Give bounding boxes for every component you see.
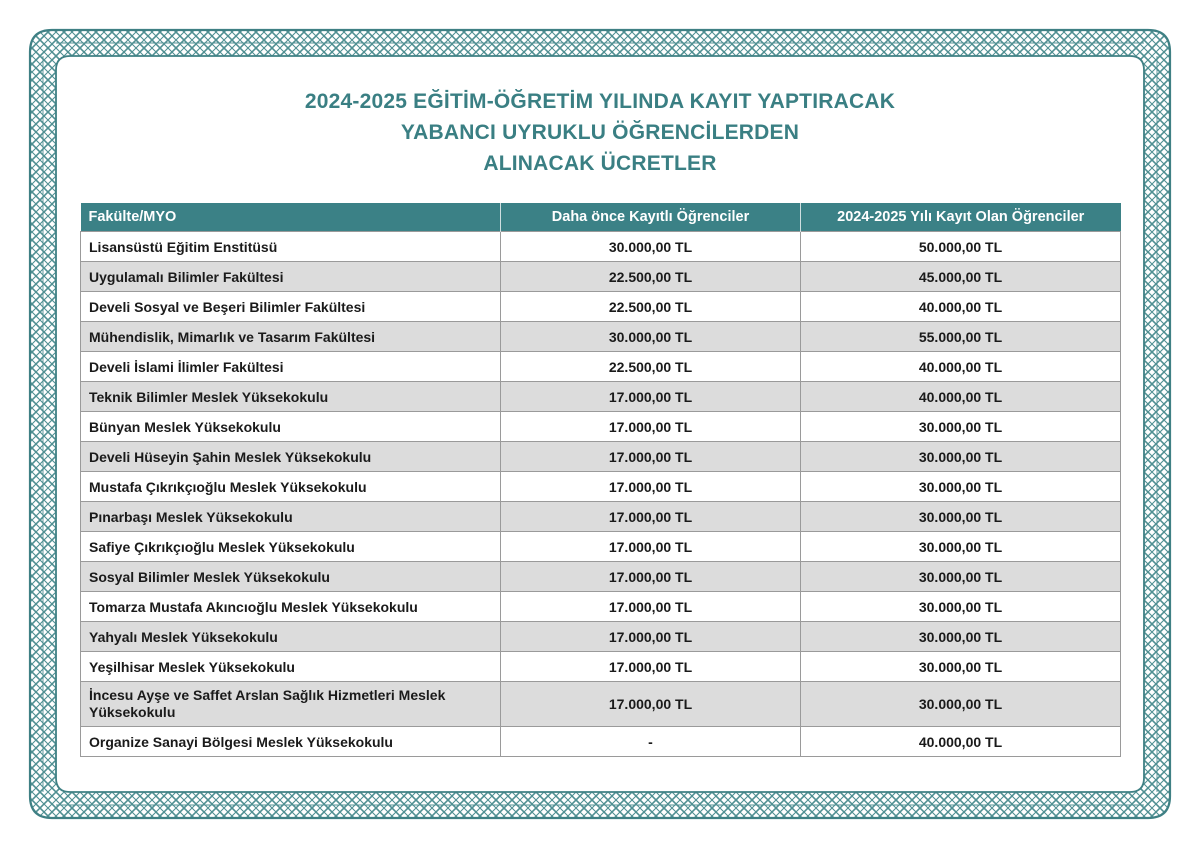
cell-new-fee: 30.000,00 TL xyxy=(801,442,1121,472)
cell-new-fee: 30.000,00 TL xyxy=(801,652,1121,682)
fee-table xyxy=(80,203,1121,757)
title-line-2: YABANCI UYRUKLU ÖĞRENCİLERDEN xyxy=(400,121,800,144)
cell-previous-fee: 17.000,00 TL xyxy=(501,562,801,592)
table-row xyxy=(81,232,1121,262)
cell-faculty-name: Safiye Çıkrıkçıoğlu Meslek Yüksekokulu xyxy=(81,532,501,562)
cell-previous-fee: 17.000,00 TL xyxy=(501,652,801,682)
cell-faculty-name: Sosyal Bilimler Meslek Yüksekokulu xyxy=(81,562,501,592)
cell-faculty-name: Organize Sanayi Bölgesi Meslek Yüksekokulu xyxy=(81,727,501,757)
table-row xyxy=(81,502,1121,532)
header-faculty: Fakülte/MYO xyxy=(81,203,501,232)
cell-new-fee: 40.000,00 TL xyxy=(801,727,1121,757)
table-row xyxy=(81,727,1121,757)
cell-previous-fee: 17.000,00 TL xyxy=(501,442,801,472)
table-row xyxy=(81,592,1121,622)
cell-previous-fee: 17.000,00 TL xyxy=(501,622,801,652)
cell-new-fee: 40.000,00 TL xyxy=(801,352,1121,382)
cell-previous-fee: 17.000,00 TL xyxy=(501,532,801,562)
table-row xyxy=(81,412,1121,442)
table-row xyxy=(81,382,1121,412)
cell-faculty-name: Mustafa Çıkrıkçıoğlu Meslek Yüksekokulu xyxy=(81,472,501,502)
cell-new-fee: 30.000,00 TL xyxy=(801,562,1121,592)
table-row xyxy=(81,472,1121,502)
table-row xyxy=(81,682,1121,727)
cell-previous-fee: 17.000,00 TL xyxy=(501,472,801,502)
cell-previous-fee: 17.000,00 TL xyxy=(501,382,801,412)
cell-faculty-name: İncesu Ayşe ve Saffet Arslan Sağlık Hizmetleri Meslek Yüksekokulu xyxy=(81,682,501,727)
cell-faculty-name: Develi Sosyal ve Beşeri Bilimler Fakültesi xyxy=(81,292,501,322)
page-title xyxy=(0,86,1200,179)
cell-faculty-name: Bünyan Meslek Yüksekokulu xyxy=(81,412,501,442)
cell-previous-fee: 17.000,00 TL xyxy=(501,412,801,442)
cell-previous-fee: 22.500,00 TL xyxy=(501,262,801,292)
cell-faculty-name: Tomarza Mustafa Akıncıoğlu Meslek Yüksekokulu xyxy=(81,592,501,622)
cell-faculty-name: Lisansüstü Eğitim Enstitüsü xyxy=(81,232,501,262)
cell-new-fee: 50.000,00 TL xyxy=(801,232,1121,262)
table-row xyxy=(81,352,1121,382)
cell-new-fee: 30.000,00 TL xyxy=(801,502,1121,532)
cell-previous-fee: - xyxy=(501,727,801,757)
cell-new-fee: 30.000,00 TL xyxy=(801,682,1121,727)
cell-previous-fee: 30.000,00 TL xyxy=(501,322,801,352)
cell-previous-fee: 17.000,00 TL xyxy=(501,682,801,727)
header-previous-students: Daha önce Kayıtlı Öğrenciler xyxy=(501,203,801,232)
cell-faculty-name: Pınarbaşı Meslek Yüksekokulu xyxy=(81,502,501,532)
cell-new-fee: 30.000,00 TL xyxy=(801,472,1121,502)
cell-previous-fee: 22.500,00 TL xyxy=(501,292,801,322)
cell-new-fee: 30.000,00 TL xyxy=(801,532,1121,562)
table-row xyxy=(81,532,1121,562)
cell-faculty-name: Yahyalı Meslek Yüksekokulu xyxy=(81,622,501,652)
table-row xyxy=(81,562,1121,592)
cell-new-fee: 40.000,00 TL xyxy=(801,292,1121,322)
cell-new-fee: 55.000,00 TL xyxy=(801,322,1121,352)
cell-faculty-name: Develi Hüseyin Şahin Meslek Yüksekokulu xyxy=(81,442,501,472)
table-row xyxy=(81,652,1121,682)
cell-previous-fee: 22.500,00 TL xyxy=(501,352,801,382)
cell-previous-fee: 17.000,00 TL xyxy=(501,592,801,622)
table-header-row xyxy=(81,203,1121,232)
cell-new-fee: 45.000,00 TL xyxy=(801,262,1121,292)
cell-faculty-name: Teknik Bilimler Meslek Yüksekokulu xyxy=(81,382,501,412)
header-new-students: 2024-2025 Yılı Kayıt Olan Öğrenciler xyxy=(801,203,1121,232)
cell-previous-fee: 30.000,00 TL xyxy=(501,232,801,262)
title-line-1: 2024-2025 EĞİTİM-ÖĞRETİM YILINDA KAYIT YAPTIRACAK xyxy=(304,90,896,113)
table-row xyxy=(81,262,1121,292)
cell-faculty-name: Uygulamalı Bilimler Fakültesi xyxy=(81,262,501,292)
table-body xyxy=(81,232,1121,757)
cell-previous-fee: 17.000,00 TL xyxy=(501,502,801,532)
table-row xyxy=(81,442,1121,472)
table-row xyxy=(81,322,1121,352)
cell-faculty-name: Yeşilhisar Meslek Yüksekokulu xyxy=(81,652,501,682)
cell-new-fee: 30.000,00 TL xyxy=(801,622,1121,652)
table-row xyxy=(81,292,1121,322)
cell-new-fee: 40.000,00 TL xyxy=(801,382,1121,412)
cell-new-fee: 30.000,00 TL xyxy=(801,412,1121,442)
title-line-3: ALINACAK ÜCRETLER xyxy=(483,152,717,175)
table-row xyxy=(81,622,1121,652)
cell-new-fee: 30.000,00 TL xyxy=(801,592,1121,622)
cell-faculty-name: Develi İslami İlimler Fakültesi xyxy=(81,352,501,382)
cell-faculty-name: Mühendislik, Mimarlık ve Tasarım Fakültesi xyxy=(81,322,501,352)
